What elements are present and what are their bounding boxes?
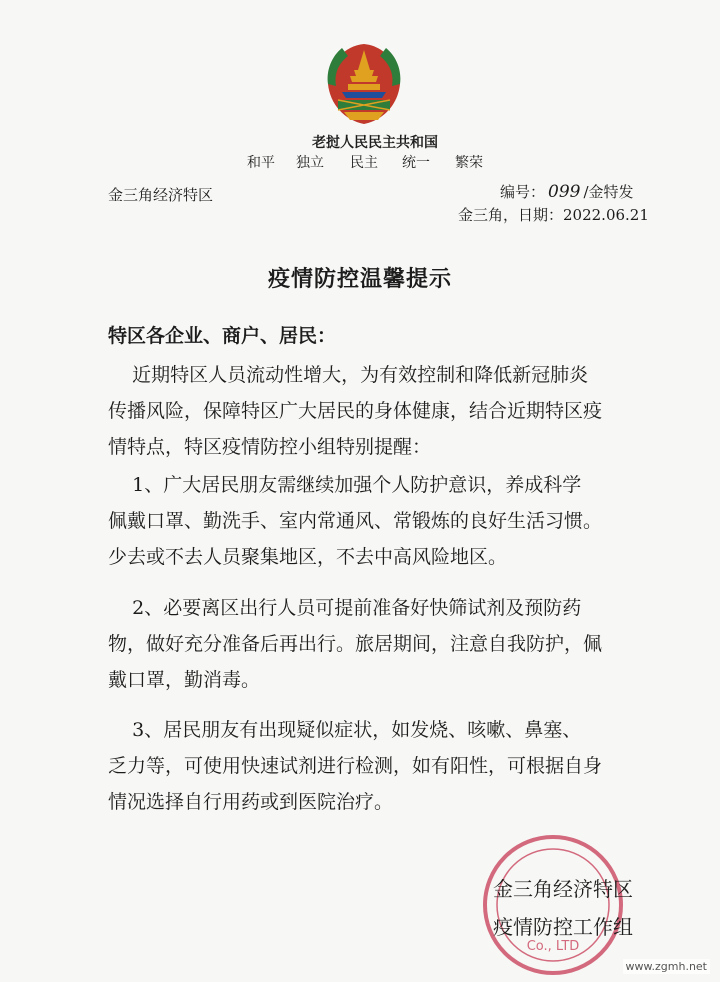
salutation: 特区各企业、商户、居民： bbox=[108, 325, 337, 347]
motto-word: 和平 bbox=[247, 155, 275, 171]
paragraph-line: 2、必要离区出行人员可提前准备好快筛试剂及预防药 bbox=[108, 597, 582, 619]
motto-word: 繁荣 bbox=[455, 155, 483, 171]
paragraph-line: 佩戴口罩、勤洗手、室内常通风、常锻炼的良好生活习惯。 bbox=[108, 510, 603, 532]
paragraph-line: 戴口罩，勤消毒。 bbox=[108, 669, 261, 691]
paragraph-intro bbox=[108, 357, 602, 465]
paragraph-item-1 bbox=[108, 467, 602, 575]
document-date: 金三角，日期：2022.06.21 bbox=[458, 206, 649, 224]
paragraph-line: 少去或不去人员聚集地区，不去中高风险地区。 bbox=[108, 546, 508, 568]
signature-line-2: 疫情防控工作组 bbox=[493, 915, 633, 939]
document-title: 疫情防控温馨提示 bbox=[267, 267, 452, 292]
paragraph-line: 乏力等，可使用快速试剂进行检测，如有阳性，可根据自身 bbox=[108, 755, 603, 777]
country-name: 老挝人民民主共和国 bbox=[312, 135, 438, 151]
paragraph-line: 传播风险，保障特区广大居民的身体健康，结合近期特区疫 bbox=[108, 400, 603, 422]
paragraph-line: 近期特区人员流动性增大，为有效控制和降低新冠肺炎 bbox=[108, 364, 589, 386]
doc-no-label: 编号： bbox=[500, 183, 546, 201]
motto-word: 民主 bbox=[350, 155, 378, 171]
paragraph-item-2 bbox=[108, 590, 602, 698]
paragraph-line: 3、居民朋友有出现疑似症状，如发烧、咳嗽、鼻塞、 bbox=[108, 719, 582, 741]
paragraph-line: 1、广大居民朋友需继续加强个人防护意识，养成科学 bbox=[108, 474, 582, 496]
doc-no-value: 099 bbox=[548, 182, 581, 202]
watermark: www.zgmh.net bbox=[623, 959, 710, 974]
motto-word: 统一 bbox=[402, 155, 430, 171]
motto-word: 独立 bbox=[296, 155, 324, 171]
signature-line-1: 金三角经济特区 bbox=[493, 877, 633, 901]
paragraph-line: 情况选择自行用药或到医院治疗。 bbox=[108, 791, 394, 813]
paragraph-line: 物，做好充分准备后再出行。旅居期间，注意自我防护，佩 bbox=[108, 633, 603, 655]
paragraph-line: 情特点，特区疫情防控小组特别提醒： bbox=[108, 436, 432, 458]
signature-block bbox=[478, 870, 648, 946]
doc-no-suffix: /金特发 bbox=[583, 183, 634, 201]
issuing-zone: 金三角经济特区 bbox=[108, 186, 214, 204]
stamp-text: Co., LTD bbox=[526, 939, 580, 954]
lao-national-emblem-icon bbox=[318, 40, 410, 128]
paragraph-item-3 bbox=[108, 712, 602, 820]
document-number bbox=[500, 181, 634, 202]
